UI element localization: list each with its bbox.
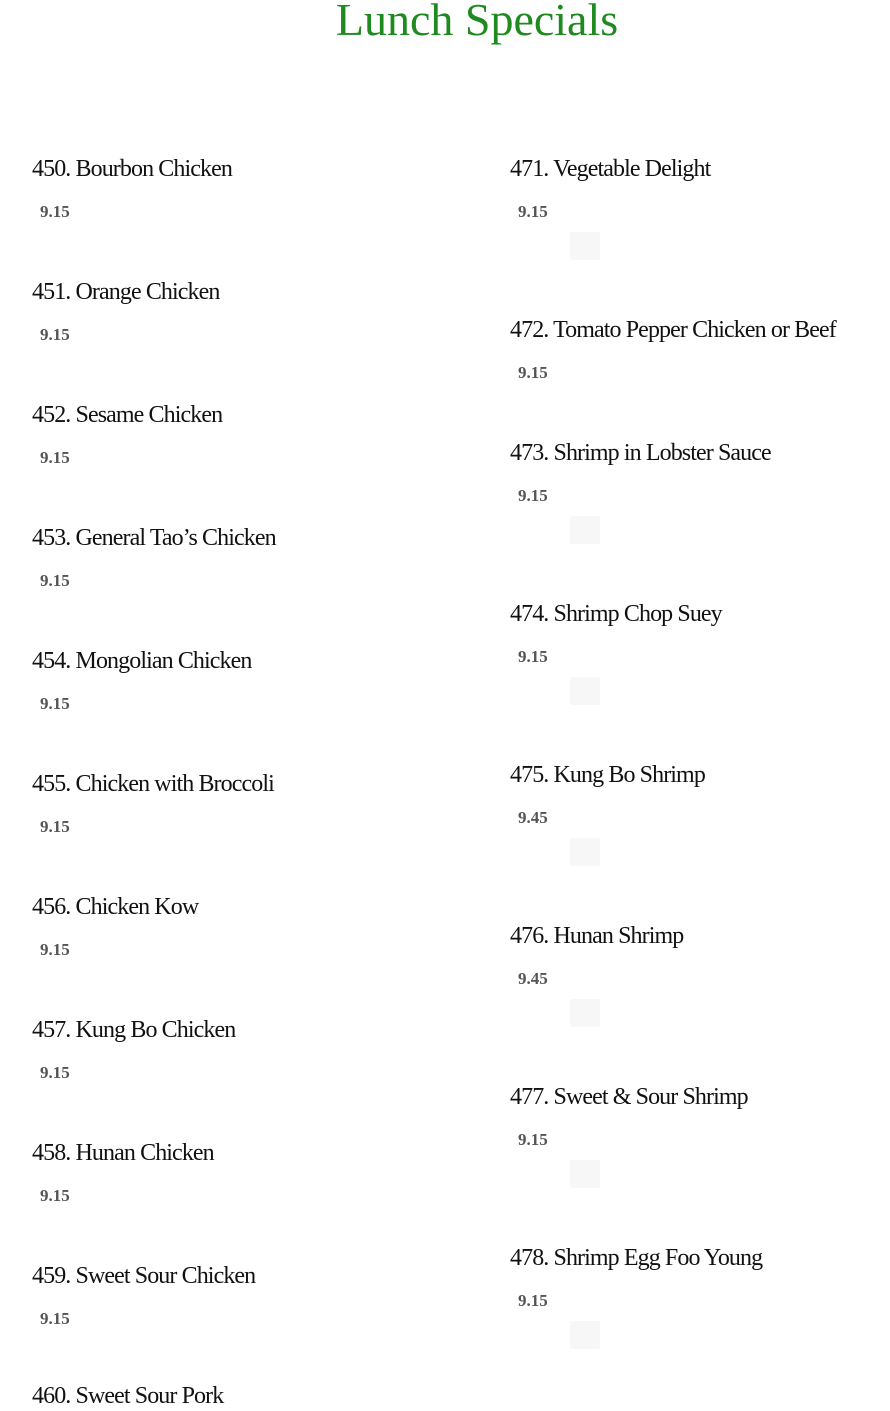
menu-item-price: 9.15 xyxy=(40,817,70,836)
menu-item-name: 458. Hunan Chicken xyxy=(32,1140,214,1166)
menu-item-price: 9.15 xyxy=(40,325,70,344)
item-image-placeholder xyxy=(570,1321,600,1349)
menu-item-name: 471. Vegetable Delight xyxy=(510,156,711,182)
menu-item-name: 452. Sesame Chicken xyxy=(32,402,223,428)
menu-item-name: 456. Chicken Kow xyxy=(32,894,199,920)
item-image-placeholder xyxy=(570,232,600,260)
item-image-placeholder xyxy=(570,516,600,544)
menu-item-name: 454. Mongolian Chicken xyxy=(32,648,252,674)
menu-item-name: 457. Kung Bo Chicken xyxy=(32,1017,236,1043)
menu-item-price: 9.15 xyxy=(40,694,70,713)
menu-item-name: 455. Chicken with Broccoli xyxy=(32,771,274,797)
item-image-placeholder xyxy=(570,838,600,866)
menu-item-price: 9.45 xyxy=(518,969,548,988)
menu-item-price: 9.45 xyxy=(518,808,548,827)
menu-item-name: 476. Hunan Shrimp xyxy=(510,923,684,949)
menu-item-price: 9.15 xyxy=(40,940,70,959)
menu-item-name: 474. Shrimp Chop Suey xyxy=(510,601,722,627)
menu-item-name: 472. Tomato Pepper Chicken or Beef xyxy=(510,317,836,343)
item-image-placeholder xyxy=(570,677,600,705)
menu-item-name: 477. Sweet & Sour Shrimp xyxy=(510,1084,748,1110)
menu-item-name: 473. Shrimp in Lobster Sauce xyxy=(510,440,771,466)
menu-item-price: 9.15 xyxy=(40,1309,70,1328)
page-title: Lunch Specials xyxy=(335,0,619,45)
menu-item-price: 9.15 xyxy=(40,571,70,590)
menu-item-price: 9.15 xyxy=(518,647,548,666)
menu-item-name: 478. Shrimp Egg Foo Young xyxy=(510,1245,763,1271)
menu-item-price: 9.15 xyxy=(518,202,548,221)
menu-item-price: 9.15 xyxy=(518,486,548,505)
item-image-placeholder xyxy=(570,999,600,1027)
menu-item-price: 9.15 xyxy=(40,202,70,221)
menu-item-name: 460. Sweet Sour Pork xyxy=(32,1383,224,1409)
menu-item-name: 459. Sweet Sour Chicken xyxy=(32,1263,256,1289)
menu-item-price: 9.15 xyxy=(40,448,70,467)
menu-item-name: 450. Bourbon Chicken xyxy=(32,156,232,182)
menu-item-name: 451. Orange Chicken xyxy=(32,279,220,305)
menu-item-name: 475. Kung Bo Shrimp xyxy=(510,762,705,788)
menu-item-price: 9.15 xyxy=(518,1291,548,1310)
menu-item-name: 453. General Tao’s Chicken xyxy=(32,525,276,551)
item-image-placeholder xyxy=(570,1160,600,1188)
menu-item-price: 9.15 xyxy=(40,1186,70,1205)
menu-item-price: 9.15 xyxy=(40,1063,70,1082)
menu-item-price: 9.15 xyxy=(518,1130,548,1149)
menu-item-price: 9.15 xyxy=(518,363,548,382)
